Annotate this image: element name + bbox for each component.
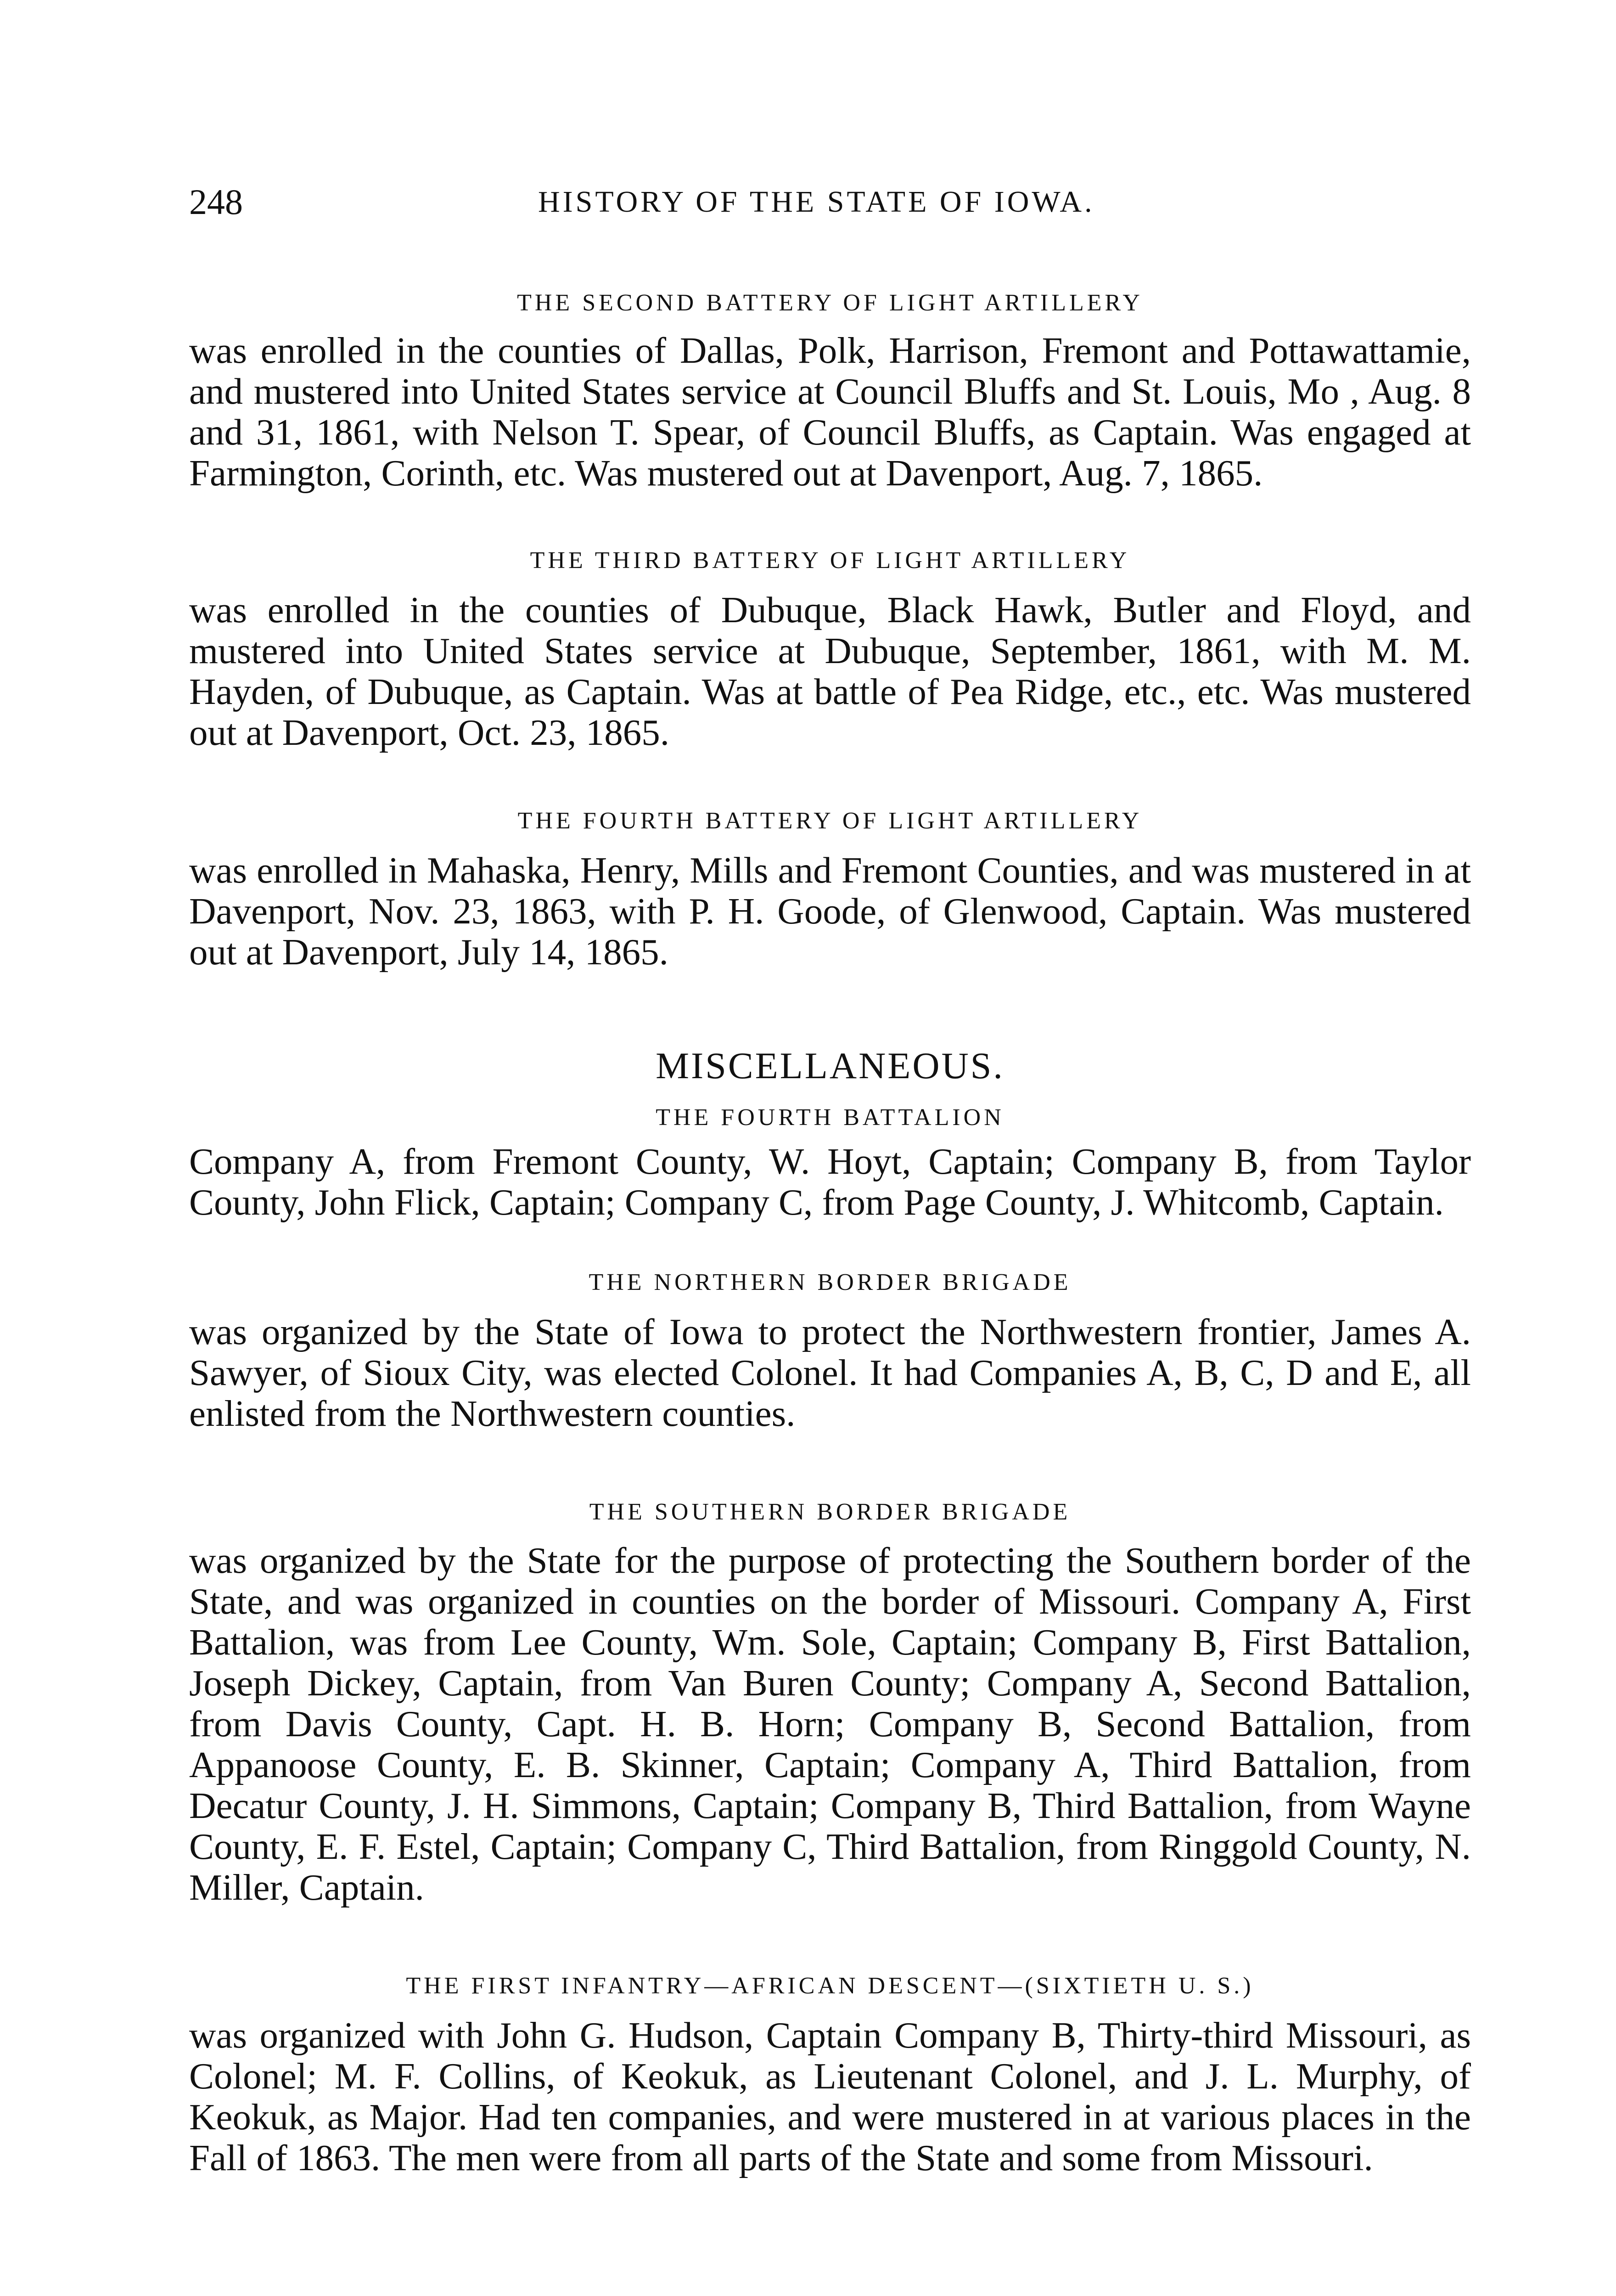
section-heading-second-battery: THE SECOND BATTERY OF LIGHT ARTILLERY — [517, 290, 1143, 316]
section-heading-fourth-battery: THE FOURTH BATTERY OF LIGHT ARTILLERY — [517, 808, 1143, 834]
running-title: HISTORY OF THE STATE OF IOWA. — [538, 185, 1095, 219]
section-heading-first-infantry: THE FIRST INFANTRY—AFRICAN DESCENT—(SIXTIETH U. S.) — [406, 1973, 1254, 1999]
section-heading-third-battery: THE THIRD BATTERY OF LIGHT ARTILLERY — [530, 547, 1130, 574]
section-heading-northern-border-brigade: THE NORTHERN BORDER BRIGADE — [589, 1269, 1072, 1295]
page-number: 248 — [189, 182, 243, 222]
paragraph-fourth-battery: was enrolled in Mahaska, Henry, Mills and Fremont Counties, and was mustered in at Davenport, Nov. 23, 1863, with P. H. Goode, of Glenwood, Captain. Was mustered out at Davenport, July 14, 1865. — [189, 850, 1471, 973]
section-heading-fourth-battalion: THE FOURTH BATTALION — [656, 1104, 1004, 1131]
paragraph-northern-border-brigade: was organized by the State of Iowa to protect the Northwestern frontier, James A. Sawyer, of Sioux City, was elected Colonel. It had Companies A, B, C, D and E, all enlisted from the Northwestern counties. — [189, 1311, 1471, 1434]
running-head — [189, 174, 1471, 230]
section-heading-southern-border-brigade: THE SOUTHERN BORDER BRIGADE — [589, 1499, 1071, 1525]
paragraph-southern-border-brigade: was organized by the State for the purpose of protecting the Southern border of the State, and was organized in counties on the border of Missouri. Company A, First Battalion, was from Lee County, Wm. Sole, Captain; Company B, First Battalion, Joseph Dickey, Captain, from Van Buren County; Company A, Second Battalion, from Davis County, Capt. H. B. Horn; Company B, Second Battalion, from Appanoose County, E. B. Skinner, Captain; Company A, Third Battalion, from Decatur County, J. H. Simmons, Captain; Company B, Third Battalion, from Wayne County, E. F. Estel, Captain; Company C, Third Battalion, from Ringgold County, N. Miller, Captain. — [189, 1540, 1471, 1908]
book-page — [189, 174, 1471, 2178]
paragraph-second-battery: was enrolled in the counties of Dallas, Polk, Harrison, Fremont and Pottawattamie, and mustered into United States service at Council Bluffs and St. Louis, Mo , Aug. 8 and 31, 1861, with Nelson T. Spear, of Council Bluffs, as Captain. Was engaged at Farmington, Corinth, etc. Was mustered out at Davenport, Aug. 7, 1865. — [189, 330, 1471, 494]
heading-miscellaneous: MISCELLANEOUS. — [656, 1045, 1004, 1086]
paragraph-third-battery: was enrolled in the counties of Dubuque, Black Hawk, Butler and Floyd, and mustered into United States service at Dubuque, September, 1861, with M. M. Hayden, of Dubuque, as Captain. Was at battle of Pea Ridge, etc., etc. Was mustered out at Davenport, Oct. 23, 1865. — [189, 589, 1471, 753]
paragraph-first-infantry: was organized with John G. Hudson, Captain Company B, Thirty-third Missouri, as Colonel; M. F. Collins, of Keokuk, as Lieutenant Colonel, and J. L. Murphy, of Keokuk, as Major. Had ten companies, and were mustered in at various places in the Fall of 1863. The men were from all parts of the State and some from Missouri. — [189, 2015, 1471, 2178]
paragraph-fourth-battalion: Company A, from Fremont County, W. Hoyt, Captain; Company B, from Taylor County, John Flick, Captain; Company C, from Page County, J. Whitcomb, Captain. — [189, 1141, 1471, 1223]
